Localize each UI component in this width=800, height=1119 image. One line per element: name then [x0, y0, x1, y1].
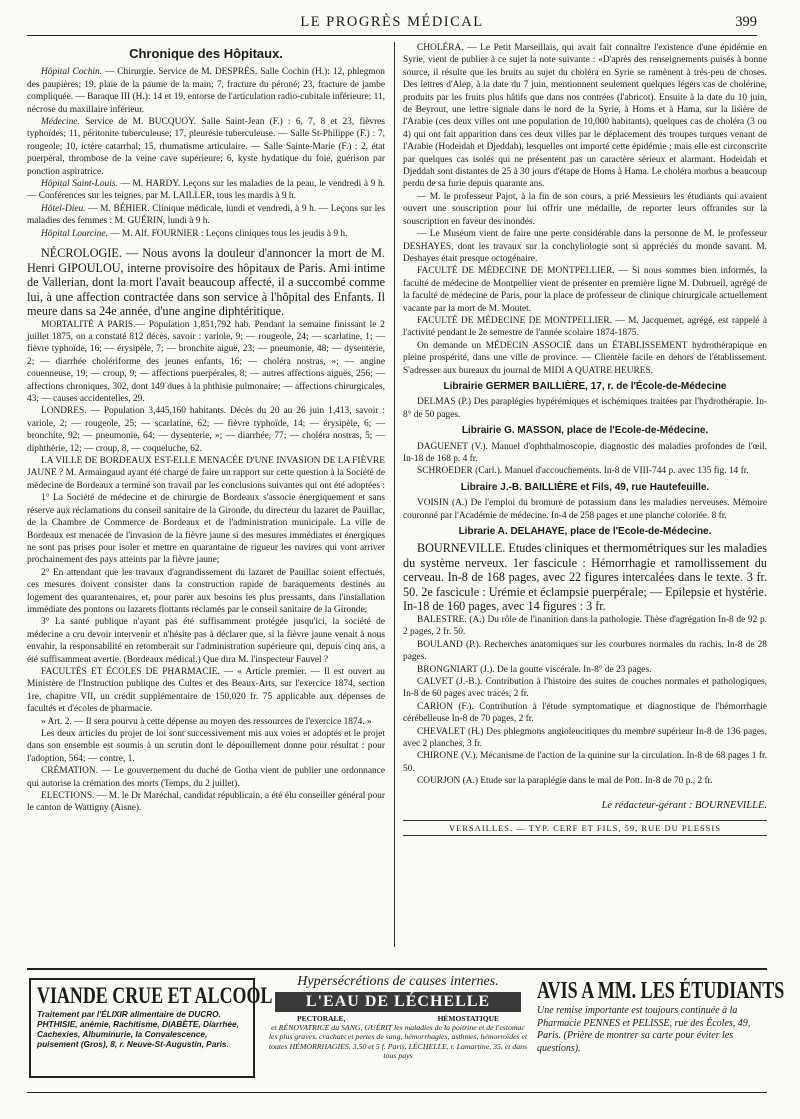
ad2-band: L'EAU DE LÉCHELLE [275, 992, 521, 1012]
lib4-item: CALVET (J.-B.). Contribution à l'histoire des suites de couches normales et pathologiques, In-8 de 60 pages avec tracés, 2 fr. [403, 676, 767, 700]
demande-medecin: On demande un MÉDECIN ASSOCIÉ dans un ÉTABLISSEMENT hydrothérapique en pleine prospérité, dans une ville de province. — Clientèle facile en dehors de l'établissement. S'adresser aux bureaux du journal de MIDI A QUATRE HEURES. [403, 340, 767, 376]
hospital-lourcine: Hôpital Lourcine. — M. Alf. FOURNIER : Leçons cliniques tous les jeudis à 9 h. [41, 228, 348, 239]
left-column [27, 42, 385, 815]
ad3-title: AVIS A MM. LES ÉTUDIANTS [537, 978, 785, 1004]
elections: ELECTIONS. — M. le Dr Maréchal, candidat républicain, a été élu conseiller général pour le canton de Wattigny (Aisne). [27, 791, 385, 814]
redacteur-gerant: Le rédacteur-gérant : BOURNEVILLE. [601, 799, 767, 811]
lib4-item: BRONGNIART (J.). De la goutte viscérale. In-8° de 23 pages. [417, 664, 652, 675]
imprimerie-line: VERSAILLES. — TYP. CERF ET FILS, 59, RUE DU PLESSIS [403, 820, 767, 836]
bordeaux-intro: LA VILLE DE BORDEAUX EST-ELLE MENACÉE D'UNE INVASION DE LA FIÈVRE JAUNE ? M. Armaingaud ayant été chargé de faire un rapport sur cette question à la Société de médecine de Bordeaux a terminé son travail par les conclusions suivantes qui ont été adoptées : [27, 456, 385, 491]
lib4-item: BOULAND (P.). Recherches anatomiques sur les courbures normales du rachis. In-8 de 28 pages. [403, 639, 767, 663]
lib4-item: CHEVALET (H.) Des phlegmons angioleucitiques du membre supérieur In-8 de 136 pages, avec 2 planches, 3 fr. [403, 726, 767, 749]
ad2-top: Hypersécrétions de causes internes. [297, 974, 499, 989]
article-2: » Art. 2. — Il sera pourvu à cette dépense au moyen des ressources de l'exercice 1874. » [41, 716, 372, 727]
lib2-item: SCHROEDER (Carl.). Manuel d'accouchements. In-8 de VIII-744 p. avec 135 fig. 14 fr. [417, 466, 749, 477]
librairie-germer-bailliere: Librairie GERMER BAILLIÈRE, 17, r. de l'École-de-Médecine [443, 380, 727, 392]
cholera: CHOLÉRA. — Le Petit Marseillais, qui avait fait connaître l'existence d'une épidémie en Syrie, vient de publier à ce sujet la note suivante : «D'après des renseignements puisés à bonne source, il résulte que les bruits au sujet du choléra en Syrie se ramènent à très-peu de choses. Des lettres d'Alep, à la date du 7 juin, mentionnent seulement quelques légers cas de cholérine, produits par les fruits plus hâtifs que dans nos contrées (l'abricot). Ensuite à la date du 10 juin, de Beyrout, une lettre signale dans le nord de la Syrie, à Homs et à Hama, sur la lisière de l'Arabie (ces deux villes ont une population de 10,000 habitants), quelques cas de choléra (3 ou 4) qui ont fait apparition dans ces deux villes par le déplacement des troupes turques venant de l'Arabie (Hodeidah et Djeddah), lesquelles ont importé cette épidémie ; mais elle est circonscrite par quelques cas isolés qui ne présentent pas un caractère sérieux et alarmant. Hodeidah et Djeddah sont distantes de 25 à 30 jours d'étape de Homs à Hama. Le choléra morbus a beaucoup perdu de sa furie depuis quarante ans. [403, 43, 767, 190]
hospital-hotel-dieu: Hôtel-Dieu. — M. BÉHIER. Clinique médicale, lundi et vendredi, à 9 h. — Leçons sur les maladies des femmes : M. GUÉRIN, lundi à 9 h. [27, 203, 385, 227]
hospital-cochin: Hôpital Cochin. — Chirurgie. Service de M. DESPRÉS. Salle Cochin (H.): 12, phlegmon des paupières; 19, plaie de la paume de la main; 7, fracture du péroné; 23, fracture de jambe compliquée. — Baraque III (H.): 14 et 19, entorse de l'articulation radio-cubitale inférieure; 11, nécrose du maxillaire inférieur. [27, 67, 385, 115]
projet-loi: Les deux articles du projet de loi sont successivement mis aux voies et adoptés et le projet dans son ensemble est soumis à un scrutin dont le dépouillement donne pour résultat : pour l'adoption, 564; — contre, 1. [27, 729, 385, 764]
ad-eau-lechelle [267, 974, 529, 1078]
ad-etudiants [537, 978, 785, 1078]
bourneville-etudes: BOURNEVILLE. Etudes cliniques et thermométriques sur les maladies du système nerveux. 1er fascicule : Hémorrhagie et ramollissement du cerveau. In-8 de 168 pages, avec 22 figures intercalées dans le texte. 3 fr. 50. 2e fascicule : Urémie et éclampsie puerpérale; — Epilepsie et hystérie. In-18 de 160 pages, avec 14 figures : 3 fr. [403, 541, 767, 614]
lib4-item: CARION (F.). Contribution à l'étude symptomatique et diagnostique de l'hémorrhagie cérébelleuse In-8 de 70 pages, 2 fr. [403, 701, 767, 725]
hospital-medecine: Médecine. Service de M. BUCQUOY. Salle Saint-Jean (F.) : 6, 7, 8 et 23, fièvres typhoïdes; 11, péritonite tuberculeuse; 17, pleurésie tuberculeuse. — Salle St-Philippe (F.) : 7, rougeole; 10, ictère catarrhal; 15, rhumatisme articulaire. — Salle Sainte-Marie (F.) : 2, état puerpéral, thrombose de la veine cave supérieure; 6, kyste hydatique du foie, guérison par ponction aspiratrice. [27, 117, 385, 177]
lib2-item: DAGUENET (V.). Manuel d'ophthalmoscopie, diagnostic des maladies profondes de l'œil. In-18 de 168 p. 4 fr. [403, 441, 767, 464]
hospital-saint-louis: Hôpital Saint-Louis. — M. HARDY. Leçons sur les maladies de la peau, le vendredi à 9 h. — Conférences sur les teignes, par M. LAILLER, tous les mardis à 9 h. [27, 179, 385, 202]
ad-viande-crue [29, 978, 273, 1078]
bordeaux-conclusion-2: 2° En attendant que les travaux d'agrandissement du lazaret de Pauillac soient effectués, ces mesures doivent consister dans la construction rapide de baraquements destinés au logement des quarantenaires, et, pour parer aux besoins les plus pressants, dans l'installation immédiate des pontons ou lazarets flottants réclamés par le conseil sanitaire de la Gironde; [27, 567, 385, 615]
librairie-delahaye: Librarie A. DELAHAYE, place de l'Ecole-de-Médecine. [458, 526, 712, 538]
right-column [403, 42, 767, 836]
lib3-item: VOISIN (A.) De l'emploi du bromure de potassium dans les maladies nerveuses. Mémoire couronné par l'Académie de médecine. In-4 de 258 pages et une planche coloriée. 8 fr. [403, 498, 767, 521]
librairie-jb-bailliere: Libraire J.-B. BAILLIÈRE et Fils, 49, rue Hautefeuille. [460, 481, 710, 493]
lib4-item: CHIRONE (V.). Mécanisme de l'action de la quinine sur la circulation. In-8 de 68 pages 1 fr. 50. [403, 751, 767, 774]
bordeaux-conclusion-3: 3° La santé publique n'ayant pas été suffisamment protégée jusqu'ici, la société de médecine a cru devoir intervenir et n'hésite pas à déclarer que, si la fièvre jaune venait à nous envahir, la responsabilité en retomberait sur l'administration supérieure qui, depuis cinq ans, a été suffisamment avertie. (Bordeaux médical.) Que dira M. l'inspecteur Fauvel ? [27, 617, 385, 665]
page-header [27, 10, 757, 36]
bordeaux-conclusion-1: 1° La Société de médecine et de chirurgie de Bordeaux s'associe énergiquement et sans réserve aux réclamations du conseil sanitaire de la Gironde, du directeur du lazaret de Pauillac, de la Chambre de Commerce de Bordeaux et de l'administration municipale. La ville de Bordeaux est menacée de l'invasion de la fièvre jaune si des mesures immédiates et énergiques ne sont pas prises pour isoler et mettre en quarantaine de rigueur les navires qui vont arriver prochainement des pays atteints par la fièvre jaune; [27, 493, 385, 566]
lib4-item: BALESTRE. (A.) Du rôle de l'inanition dans la pathologie. Thèse d'agrégation In-8 de 92 p. 2 pages, 2 fr. 50. [403, 614, 767, 638]
necrologie: NÉCROLOGIE. — Nous avons la douleur d'annoncer la mort de M. Henri GIPOULOU, interne provisoire des hôpitaux de Paris. Ami intime de Vallerian, dont la mort l'avait beaucoup affecté, il a succombé comme lui, à une affection contractée dans son service à l'hôpital des Enfants. Il meure dans sa 24e année, d'une angine diphtéritique. [27, 246, 385, 319]
facultes-pharmacie: FACULTÉS ET ÉCOLES DE PHARMACIE. — « Article premier. — Il est ouvert au Ministère de l'Instruction publique des Cultes et des Beaux-Arts, sur l'exercice 1874, section 1re, chapitre VII, un crédit supplémentaire de 150,020 fr. 75 applicable aux dépenses de facultés et d'écoles de pharmacie. [27, 666, 385, 715]
ad2-sub-1: PECTORALE, [297, 1014, 346, 1023]
ad2-subtitles [267, 1014, 529, 1023]
section-title: Chronique des Hôpitaux. [129, 46, 283, 61]
ad1-title: VIANDE CRUE ET ALCOOL [37, 983, 273, 1008]
bottom-rule [27, 1092, 767, 1093]
page-number: 399 [735, 14, 757, 30]
journal-title: LE PROGRÈS MÉDICAL [300, 14, 484, 30]
ad3-text: Une remise importante est toujours continuée à la Pharmacie PENNES et PELISSE, rue des Écoles, 49, Paris. (Prière de montrer sa carte pour éviter les questions). [537, 1005, 751, 1054]
mortalite-paris: MORTALITÉ A PARIS.— Population 1,851,792 hab. Pendant la semaine finissant le 2 juillet 1875, on a constaté 812 décès, savoir : variole, 9; — rougeole, 24; — scarlatine, 1; — fièvre typhoïde, 16; — érysipèle, 7; — bronchite aiguë, 23; — pneumonie, 48; — dysenterie, 2; — diarrhée cholériforme des jeunes enfants, 16; — choléra nostras, »; — angine couenneuse, 19; — croup, 9; — affections puerpérales, 8; — autres affections aiguës, 256; — affections chroniques, 302, dont 149 dues à la phthisie pulmonaire; — affections chirurgicales, 43; — causes accidentelles, 29. [27, 319, 385, 405]
museum: — Le Muséum vient de faire une perte considérable dans la personne de M. le professeur DESHAYES, dont les travaux sur la conchyliologie sont si appréciés du monde savant. M. Deshayes était presque octogénaire. [403, 229, 767, 264]
pajot: — M. le professeur Pajot, à la fin de son cours, a prié Messieurs les étudiants qui avaient ouvert une souscription pour lui offrir une médaille, de reporter leurs offrandes sur la souscription en faveur des inondés. [403, 191, 767, 227]
column-divider [394, 42, 395, 947]
faculte-montpellier-1: FACULTÉ DE MÉDECINE DE MONTPELLIER. — Si nous sommes bien informés, la faculté de médecine de Montpellier vient de présenter en première ligne M. Dubrueil, agrégé de la faculté de médecine de Paris, pour la place de professeur de clinique chirurgicale actuellement vacante par la mort de M. Moutet. [403, 266, 767, 314]
advertisements [27, 968, 785, 1090]
lib4-item: COURJON (A.) Etude sur la paraplégie dans le mal de Pott. In-8 de 70 p., 2 fr. [417, 776, 713, 787]
ad2-text: et RÉNOVATRICE du SANG, GUÉRIT les maladies de la poitrine et de l'estomac les plus graves, crachats et pertes de sang, hémorrhagies, asthmes, hémorroïdes et toutes HÉMORRHAGIES. 3.50 et 5 f. Paris, LÉCHELLE, r. Lamartine, 35, et dans tous pays [268, 1023, 528, 1061]
cremation: CRÉMATION. — Le gouvernement du duché de Gotha vient de publier une ordonnance qui autorise la crémation des morts (Temps, du 2 juillet). [27, 766, 385, 789]
ad2-sub-2: HÉMOSTATIQUE [437, 1014, 499, 1023]
ad1-text: Traitement par l'ÉLIXIR alimentaire de DUCRO. PHTHISIE, anémie, Rachitisme, DIABÈTE, Diarrhée, Cachexies, Albuminurie, la Convalescence, puisement (Gros), 8, r. Neuve-St-Augustin, Paris. [37, 1009, 239, 1049]
lib1-item: DELMAS (P.) Des paraplégies hypérémiques et ischémiques traitées par l'hydrothérapie. In-8° de 50 pages. [403, 397, 767, 420]
librairie-masson: Librairie G. MASSON, place de l'Ecole-de-Médecine. [461, 425, 709, 437]
header-rule [27, 35, 757, 36]
londres: LONDRES. — Population 3,445,160 habitants. Décès du 20 au 26 juin 1,413, savoir : variole, 2; — rougeole, 25; — scarlatine, 62; — fièvre typhoïde, 14; — érysipèle, 6; — bronchite, 92; — pneumonie, 64; — dysenterie, »; — diarrhée, 77; — choléra nostras, 5; — diphthérie, 12; — croup, 8, — coqueluche, 62. [27, 406, 385, 454]
faculte-montpellier-2: FACULTÉ DE MÉDECINE DE MONTPELLIER. — M. Jacquemet, agrégé, est rappelé à l'activité pendant le 2e semestre de l'année scolaire 1874-1875. [403, 315, 767, 339]
